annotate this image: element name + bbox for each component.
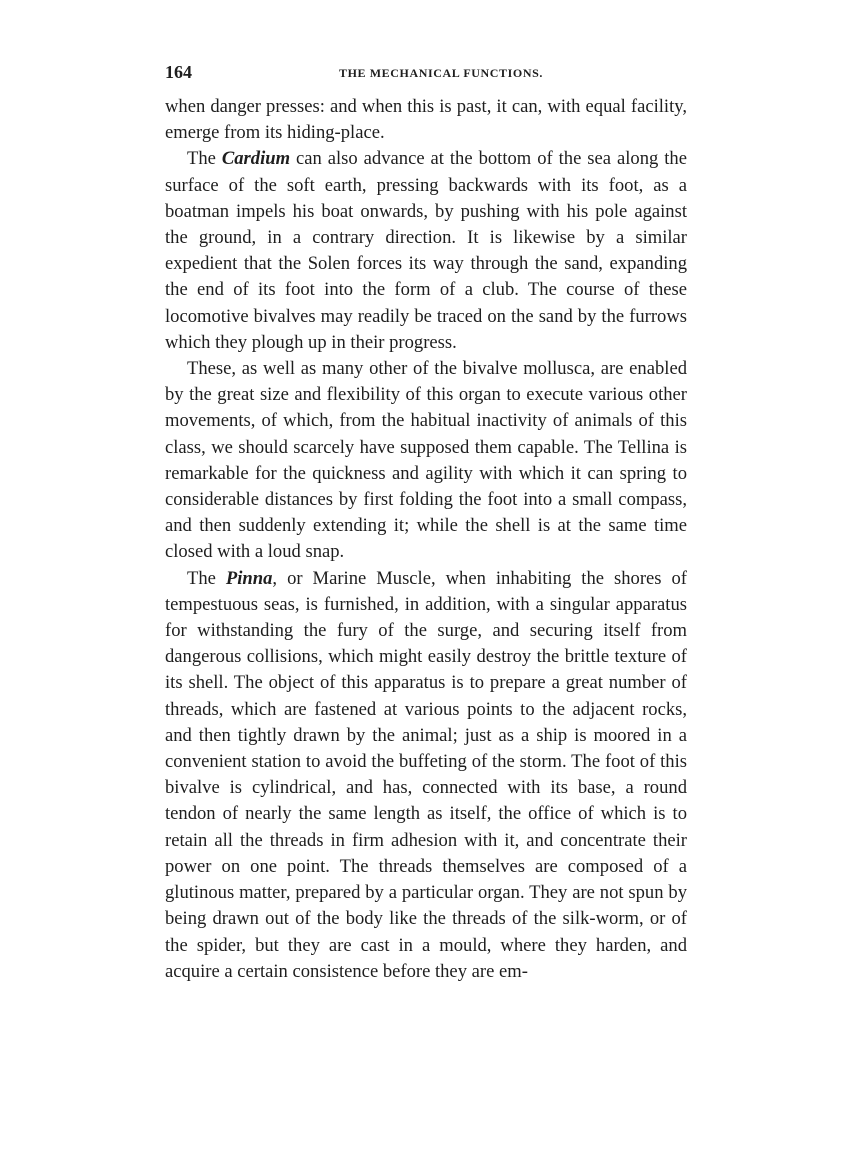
paragraph-3: [165, 356, 687, 566]
book-page: [165, 60, 687, 985]
genus-name-cardium: Cardium: [221, 148, 291, 170]
genus-name-pinna: Pinna: [225, 567, 273, 589]
paragraph-3-text: These, as well as many other of the bivalve mollusca, are enabled by the great size and flexibility of this organ to execute various other movements, of which, from the habitual inactivity of animals of this class, we should scarcely have supposed them capable. The Tellina is remarkable for the quickness and agility with which it can spring to considerable distances by first folding the foot into a small compass, and then suddenly extending it; while the shell is at the same time closed with a loud snap.: [165, 358, 687, 563]
paragraph-2: [165, 146, 687, 356]
paragraph-4-text: , or Marine Muscle, when inhabiting the shores of tempestuous seas, is furnished, in addition, with a singular apparatus for withstanding the fury of the surge, and securing itself from dangerous collisions, which might easily destroy the brittle texture of its shell. The object of this apparatus is to prepare a great number of threads, which are fastened at various points to the adjacent rocks, and then tightly drawn by the animal; just as a ship is moored in a convenient station to avoid the buffeting of the storm. The foot of this bivalve is cylindrical, and has, connected with its base, a round tendon of nearly the same length as itself, the office of which is to retain all the threads in firm adhesion with it, and concentrate their power on one point. The threads themselves are composed of a glutinous matter, prepared by a particular organ. They are not spun by being drawn out of the body like the threads of the silk-worm, or of the spider, but they are cast in a mould, where they harden, and acquire a certain consistence before they are em-: [165, 567, 687, 982]
running-title: THE MECHANICAL FUNCTIONS.: [338, 66, 544, 80]
paragraph-2-text: can also advance at the bottom of the sea along the surface of the soft earth, pressing backwards with its foot, as a boatman impels his boat onwards, by pushing with his pole against the ground, in a contrary direction. It is likewise by a similar expedient that the Solen forces its way through the sand, expanding the end of its foot into the form of a club. The course of these locomotive bivalves may readily be traced on the sand by the furrows which they plough up in their progress.: [165, 148, 687, 353]
page-number: 164: [165, 62, 192, 82]
paragraph-2-lead: The: [187, 148, 222, 170]
body-text: [165, 94, 687, 985]
running-head: [165, 60, 687, 84]
paragraph-1: [165, 94, 687, 146]
paragraph-4: [165, 566, 687, 985]
paragraph-1-text: when danger presses: and when this is past, it can, with equal facility, emerge from its hiding-place.: [165, 96, 687, 144]
paragraph-4-lead: The: [187, 567, 226, 589]
